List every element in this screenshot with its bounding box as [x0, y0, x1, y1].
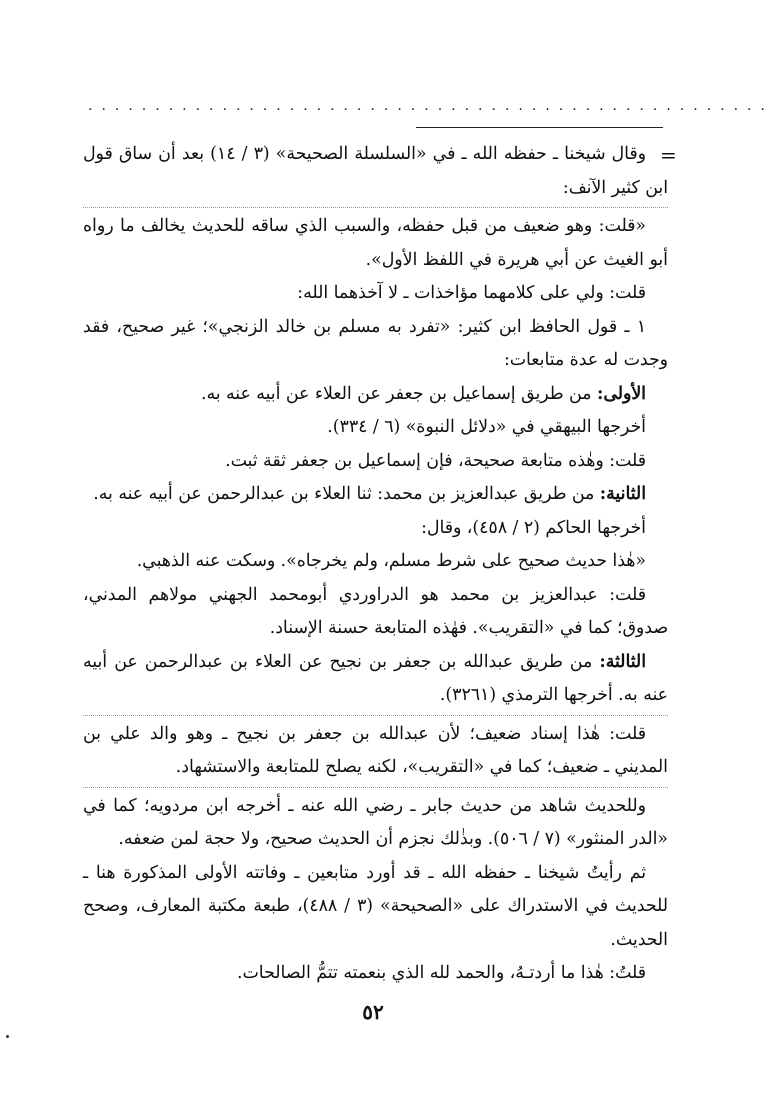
paragraph: أخرجها البيهقي في «دلائل النبوة» (٦ / ٣٣٤).	[327, 417, 646, 437]
continuation-mark: =	[660, 143, 677, 167]
paragraph-text: من طريق عبدالله بن جعفر بن نجيح عن العلاء بن عبدالرحمن عن أبيه عنه به. أخرجها الترمذي (٣٢٦١).	[83, 651, 668, 705]
paragraph-lead: الأولى:	[596, 383, 646, 404]
main-text	[83, 138, 668, 991]
paragraph: ثم رأيتُ شيخنا ـ حفظه الله ـ قد أورد متابعين ـ وفاتته الأولى المذكورة هنا ـ للحديث في الاستدراك على «الصحيحة» (٣ / ٤٨٨)، طبعة مكتبة المعارف، وصحح الحديث.	[83, 862, 669, 950]
scan-speck	[6, 1035, 9, 1038]
paragraph-divider	[83, 787, 668, 788]
paragraph: وللحديث شاهد من حديث جابر ـ رضي الله عنه ـ أخرجه ابن مردويه؛ كما في «الدر المنثور» (٧ / ٥٠٦). وبذٰلك نجزم أن الحديث صحيح، ولا حجة لمن ضعفه.	[83, 795, 668, 849]
paragraph-divider	[83, 715, 668, 716]
paragraph: ١ ـ قول الحافظ ابن كثير: «تفرد به مسلم بن خالد الزنجي»؛ غير صحيح، فقد وجدت له عدة متابعات:	[83, 316, 668, 370]
paragraph: قلت: وهٰذه متابعة صحيحة، فإن إسماعيل بن جعفر ثقة ثبت.	[225, 450, 646, 471]
paragraph: قلتُ: هٰذا ما أردتـهُ، والحمد لله الذي بنعمته تتمُّ الصالحات.	[237, 963, 646, 983]
paragraph-text: من طريق عبدالعزيز بن محمد: ثنا العلاء بن عبدالرحمن عن أبيه عنه به.	[93, 484, 600, 504]
paragraph-lead: الثالثة:	[599, 651, 646, 672]
paragraph: «قلت: وهو ضعيف من قبل حفظه، والسبب الذي ساقه للحديث يخالف ما رواه أبو الغيث عن أبي هريرة في اللفظ الأول».	[83, 216, 668, 270]
paragraph: قلت: ولي على كلامهما مؤاخذات ـ لا آخذهما الله:	[297, 283, 646, 303]
paragraph: «هٰذا حديث صحيح على شرط مسلم، ولم يخرجاه». وسكت عنه الذهبي.	[136, 551, 646, 571]
paragraph-lead: الثانية:	[599, 484, 646, 504]
paragraph: قلت: هٰذا إسناد ضعيف؛ لأن عبدالله بن جعفر بن نجيح ـ وهو والد علي بن المديني ـ ضعيف؛ كما في «التقريب»، لكنه يصلح للمتابعة والاستشهاد.	[83, 723, 668, 777]
paragraph	[83, 478, 668, 512]
paragraph: أخرجها الحاكم (٢ / ٤٥٨)، وقال:	[421, 517, 646, 538]
paragraph-divider	[83, 207, 668, 208]
paragraph: قلت: عبدالعزيز بن محمد هو الدراوردي أبومحمد الجهني مولاهم المدني، صدوق؛ كما في «التقريب». فهٰذه المتابعة حسنة الإسناد.	[83, 584, 668, 638]
header-rule	[416, 127, 663, 128]
header-dotted-line: ...................................................	[88, 98, 774, 114]
paragraph: وقال شيخنا ـ حفظه الله ـ في «السلسلة الصحيحة» (٣ / ١٤) بعد أن ساق قول ابن كثير الآنف:	[83, 144, 668, 198]
paragraph	[83, 646, 668, 713]
page-number: ٥٢	[362, 1000, 384, 1024]
paragraph-text: من طريق إسماعيل بن جعفر عن العلاء عن أبيه عنه به.	[200, 383, 597, 404]
paragraph	[83, 378, 668, 412]
